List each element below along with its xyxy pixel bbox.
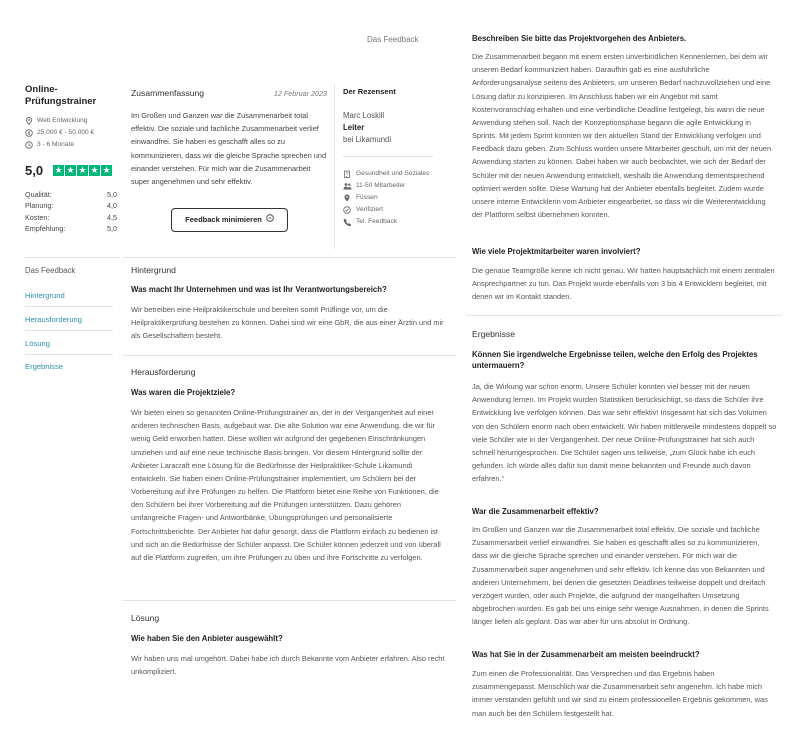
reviewer-company: bei Likamundi [343,134,392,144]
nav-item-loesung[interactable]: Lösung [25,339,50,348]
summary-date: 12 Februar 2023 [273,89,327,98]
answer: Wir betreiben eine Heilpraktikerschule und bereiten somit Prüflinge vor, um die Heilpraktikerprüfung bestehen zu können. Dabei sind wir eine GbR, die aus einer Ärztin und mir als Gesellschaftern besteht. [131,305,444,341]
rating-recommendation: Empfehlung: 5,0 [25,224,117,234]
question: War die Zusammenarbeit effektiv? [472,507,599,516]
reviewer-feedback-type: Tel. Feedback [343,216,448,228]
reviewer-name: Marc Loskill [343,110,385,120]
section-title-ergebnisse: Ergebnisse [472,329,515,339]
reviewer-verified: Verifiziert [343,204,448,216]
divider [25,330,113,331]
budget-icon [25,129,33,137]
phone-icon [343,218,351,226]
verified-icon [343,206,351,214]
building-icon [343,170,351,178]
question: Was macht Ihr Unternehmen und was ist Ihr Verantwortungsbereich? [131,285,387,294]
collapse-circle-icon [266,214,274,226]
rating-quality: Qualität: 5,0 [25,189,117,199]
location-pin-icon [25,117,33,125]
question: Was waren die Projektziele? [131,388,236,397]
answer: Zum einen die Professionalität. Das Versprechen und das Ergebnis haben zusammengepasst. Menschlich war die Zusammenarbeit sehr angenehm. Ich habe mich immer verstanden gefühlt und wir sind zu einem professionellen Ergebnis gekommen, was man auch bei den Schülern festgestellt hat. [472,669,768,718]
nav-item-herausforderung[interactable]: Herausforderung [25,315,82,324]
divider [466,315,782,316]
section-title-herausforderung: Herausforderung [131,367,196,377]
divider [334,84,335,249]
nav-item-hintergrund[interactable]: Hintergrund [25,291,65,300]
rating-planning: Planung: 4,0 [25,201,117,211]
divider [25,306,113,307]
nav-heading: Das Feedback [25,266,76,275]
company-meta-service: Web Entwicklung [25,115,117,127]
reviewer-location: Füssen [343,192,448,204]
summary-title: Zusammenfassung [131,88,205,98]
divider [25,354,113,355]
clock-icon [25,141,33,149]
question: Können Sie irgendwelche Ergebnisse teilen, welche den Erfolg des Projektes untermauern? [472,350,758,370]
star-rating [53,165,112,176]
section-title-loesung: Lösung [131,613,160,623]
reviewer-panel [343,86,448,228]
star-icon: ★ [54,165,63,176]
company-panel [25,84,117,235]
divider [123,257,456,258]
location-pin-icon [343,194,351,202]
section-title-hintergrund: Hintergrund [131,265,176,275]
feedback-top-label: Das Feedback [367,35,419,44]
divider [343,156,433,157]
answer: Wir haben uns mal umgehört. Dabei habe ich durch Bekannte vom Anbieter erfahren. Also recht unkompliziert. [131,654,445,677]
reviewer-industry: Gesundheit und Soziales [343,168,448,180]
star-icon: ★ [78,165,87,176]
answer: Die genaue Teamgröße kenne ich nicht genau. Wir hatten hauptsächlich mit einem zentralen Ansprechpartner zu tun. Das Projekt wurde ebenfalls von 3 bis 4 Entwicklern begleitet, mit denen wir im Kontakt standen. [472,266,775,302]
answer: Im Großen und Ganzen war die Zusammenarbeit total effektiv. Die soziale und fachliche Zusammenarbeit verlief einwandfrei. Sie haben es geschafft alles so zu kommunizieren, dass wir die gleiche Sprache sprechen und einander verstehen. Für mich war die Zusammenarbeit super angenehmen und sehr effektiv. Ich kenne das von Bekannten und anderen Unternehmern, bei denen die gesetzten Deadlines teilweise doppelt und dreifach verzögert wurden, oder auch Projekte, die aufgrund der mangelhaften Umsetzung abgebrochen wurden. Es gab bei uns einige sehr wenige Ausnahmen, in denen die Sprints länger liefen als geplant. Das war aber für uns absolut in Ordnung. [472,525,769,627]
users-icon [343,182,351,190]
summary-text: Im Großen und Ganzen war die Zusammenarbeit total effektiv. Die soziale und fachliche Zusammenarbeit verlief einwandfrei. Sie haben es geschafft alles so zu kommunizieren, dass wir die gleiche Sprache sprechen und einander verstehen. Für mich war die Zusammenarbeit super angenehmen und sehr effektiv. [131,111,327,186]
question: Was hat Sie in der Zusammenarbeit am meisten beeindruckt? [472,650,700,659]
reviewer-heading: Der Rezensent [343,87,396,96]
divider [25,257,120,258]
overall-score: 5,0 [25,162,44,178]
answer: Ja, die Wirkung war schon enorm. Unsere Schüler konnten viel besser mit der neuen Anwendung lernen. Im Projekt wurden Statistiken berücksichtigt, so dass die Schüler ihre Entwicklung live verfolgen können. Das war sehr effektiv! Insgesamt hat sich das Volumen von den Schülern enorm nach oben entwickelt. Wir haben mittlerweile mindestens doppelt so viele Schüler wie in der Vergangenheit. Der neue Online-Prüfungstrainer hat sich auch schnell herumgesprochen. Die Schüler sagen uns teilweise, „zum Glück habe ich euch gefunden. Ich würde alles dafür tun damit meine bekannten und Freunde auch davon erfahren.“ [472,382,777,484]
company-name: Online-Prüfungstrainer [25,84,97,108]
question: Wie haben Sie den Anbieter ausgewählt? [131,634,283,643]
star-icon: ★ [90,165,99,176]
answer: Die Zusammenarbeit begann mit einem ersten unverbindlichen Kennenlernen, bei dem wir unseren Bedarf kommuniziert haben. Daraufhin gab es eine ausführliche Anforderungsanalyse seitens des Anbieters, um unseren Bedarf nachzuvollziehen und eine Lösung dafür zu konzipieren. Im Anschluss haben wir ein Angebot mit samt Kostenvoranschlag erhalten und eine verbindliche Deadline festgelegt, bis wann die neue Anwendung stehen soll. Nach der Konzeptionsphase begann die agile Entwicklung in Sprints. Mit jedem Sprint konnten wir den aktuellen Stand der Entwicklung verfolgen und Feedback dazu geben. Zum Schluss wurden unsere Mitarbeiter geschult, um mit der neuen Anwendung starten zu können. Dabei haben wir auch beobachtet, wie sich der Bedarf der Schüler mit der neuen Anwendung entwickelt, weshalb die Anwendung dementsprechend optimiert werden sollte. Diese Wartung hat der Anbieter ebenfalls begleitet. Zudem wurde unsere interne Entwicklerin vom Anbieter eingearbeitet, so dass wir die Weiterentwicklung der Plattform selbst übernehmen konnten. [472,52,772,220]
reviewer-employees: 11-50 Mitarbeiter [343,180,448,192]
divider [123,600,456,601]
company-meta-duration: 3 - 6 Monate [25,139,117,151]
company-meta-budget: 25.000 € - 50.000 € [25,127,117,139]
question: Beschreiben Sie bitte das Projektvorgehen des Anbieters. [472,34,687,43]
answer: Wir bieten einen so genannten Online-Prüfungstrainer an, der in der Vergangenheit auf einer anderen technischen Basis, aufgebaut war. Die alte Solution war eine Anwendung, die wir für wenig Geld erworben hatten. Diese wollten wir aufgrund der gegebenen Einschränkungen umziehen und auf eine neue technische Basis bringen. Vor diesem Hintergrund sollte der Anbieter Laracraft eine Lösung für die Bedürfnisse der Heilpraktiker-Schule Likamundi entwickeln. Sie haben einen Online-Prüfungstrainer implementiert, um Schülern bei der Vorbereitung auf ihre Prüfungen zu helfen. Die Plattform bietet eine Reihe von Funktionen, die den Schülern bei ihrer Vorbereitung auf die Prüfungen unterstützen. Dazu gehören umfangreiche Fragen- und Antwortbänke, Übungsprüfungen und personalisierte Fortschrittsberichte. Der Anbieter hat dafür gesorgt, dass die Plattform einfach zu bedienen ist und sich an die Bedürfnisse der Schüler anpasst. Die Schüler können jederzeit und von überall auf die Plattform zugreifen, um ihre Prüfungen zu üben und ihre Fortschritte zu verfolgen. [131,408,441,562]
minimize-feedback-button[interactable]: Feedback minimieren [171,208,288,232]
star-icon: ★ [66,165,75,176]
nav-item-ergebnisse[interactable]: Ergebnisse [25,362,63,371]
question: Wie viele Projektmitarbeiter waren involviert? [472,247,641,256]
divider [123,355,456,356]
star-icon: ★ [102,165,111,176]
rating-costs: Kosten: 4,5 [25,212,117,222]
reviewer-role: Leiter [343,122,365,132]
